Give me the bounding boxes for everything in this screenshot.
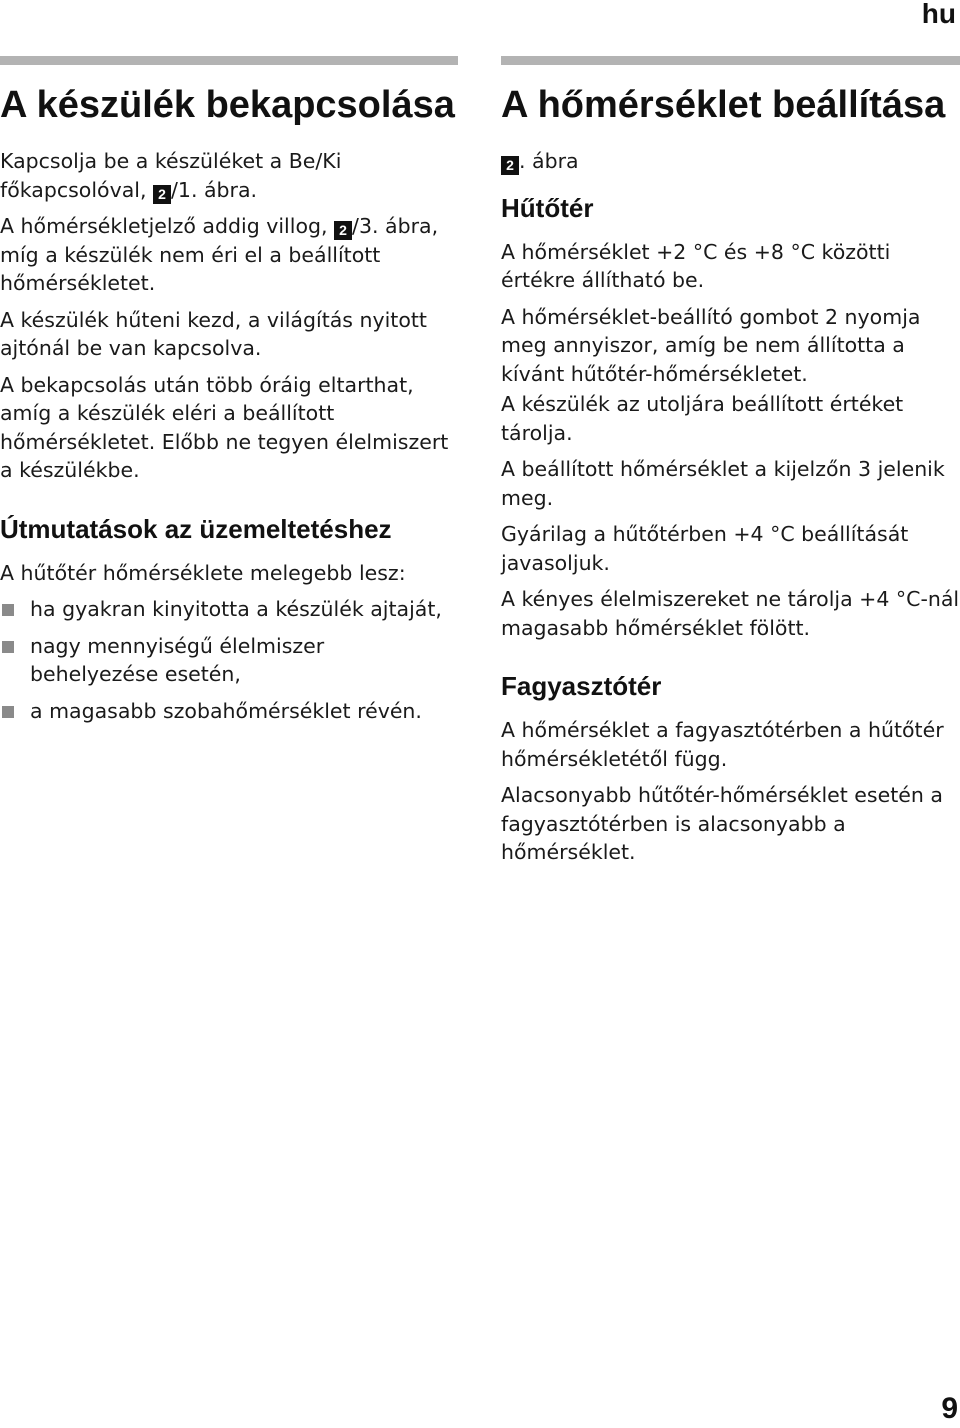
paragraph: A beállított hőmérséklet a kijelzőn 3 jelenik meg. [501,457,945,510]
paragraph-wait-hours: A bekapcsolás után több óráig eltarthat, amíg a készülék eléri a beállított hőmérsékletet. Előbb ne tegyen élelmiszert a készülékbe. [0,372,449,482]
left-column [0,56,458,733]
section-title-switching-on: A készülék bekapcsolása [0,84,455,126]
section-title-operating-notes: Útmutatások az üzemeltetéshez [0,513,392,544]
paragraph-text: A hőmérsékletjelző addig villog, [0,214,335,238]
paragraph-text: /3. ábra, míg a készülék nem éri el a beállított hőmérsékletet. [0,214,439,295]
figure-reference [501,147,960,176]
right-column [501,56,960,875]
subsection-title-freezer: Fagyasztótér [501,671,662,701]
page-number: 9 [941,1392,958,1425]
paragraph: A hőmérséklet a fagyasztótérben a hűtőtér hőmérsékletétől függ. [501,718,944,771]
paragraph: A kényes élelmiszereket ne tárolja +4 °C-nál magasabb hőmérséklet fölött. [501,587,960,640]
paragraph: A hőmérséklet-beállító gombot 2 nyomja meg annyiszor, amíg be nem állította a kívánt hűtőtér-hőmérsékletet. [501,304,921,386]
bullet-square-icon [2,604,14,616]
section-rule-right [501,56,960,65]
subsection-title-fridge: Hűtőtér [501,192,594,223]
paragraph: A készülék az utoljára beállított értéket tárolja. [501,392,904,445]
section-rule-left [0,56,458,65]
list-item: nagy mennyiségű élelmiszer behelyezése esetén, [0,632,458,689]
paragraph-text: /1. ábra. [171,177,258,202]
figure-reference-badge: 2 [501,156,519,175]
paragraph: A hőmérséklet +2 °C és +8 °C közötti értékre állítható be. [501,239,891,292]
paragraph-main-switch [0,147,458,204]
list-item: ha gyakran kinyitotta a készülék ajtaját, [0,595,458,624]
paragraph: Alacsonyabb hűtőtér-hőmérséklet esetén a fagyasztótérben is alacsonyabb a hőmérséklet. [501,783,943,864]
bullet-square-icon [2,706,14,718]
paragraph: Gyárilag a hűtőtérben +4 °C beállítását javasoljuk. [501,522,909,575]
language-label: hu [921,0,956,29]
figure-reference-badge: 2 [153,185,171,204]
paragraph-temperature-display [0,212,458,298]
paragraph-text: Kapcsolja be a készüléket a Be/Ki főkapcsolóval, [0,149,342,202]
paragraph-warmer-intro: A hűtőtér hőmérséklete melegebb lesz: [0,560,406,585]
section-title-temperature-setting: A hőmérséklet beállítása [501,84,946,126]
figure-reference-text: . ábra [519,149,579,173]
bullet-square-icon [2,641,14,653]
list-item: a magasabb szobahőmérséklet révén. [0,697,458,726]
bullet-list [0,595,458,725]
figure-reference-badge: 2 [334,221,352,240]
paragraph-cooling-starts: A készülék hűteni kezd, a világítás nyitott ajtónál be van kapcsolva. [0,307,427,360]
